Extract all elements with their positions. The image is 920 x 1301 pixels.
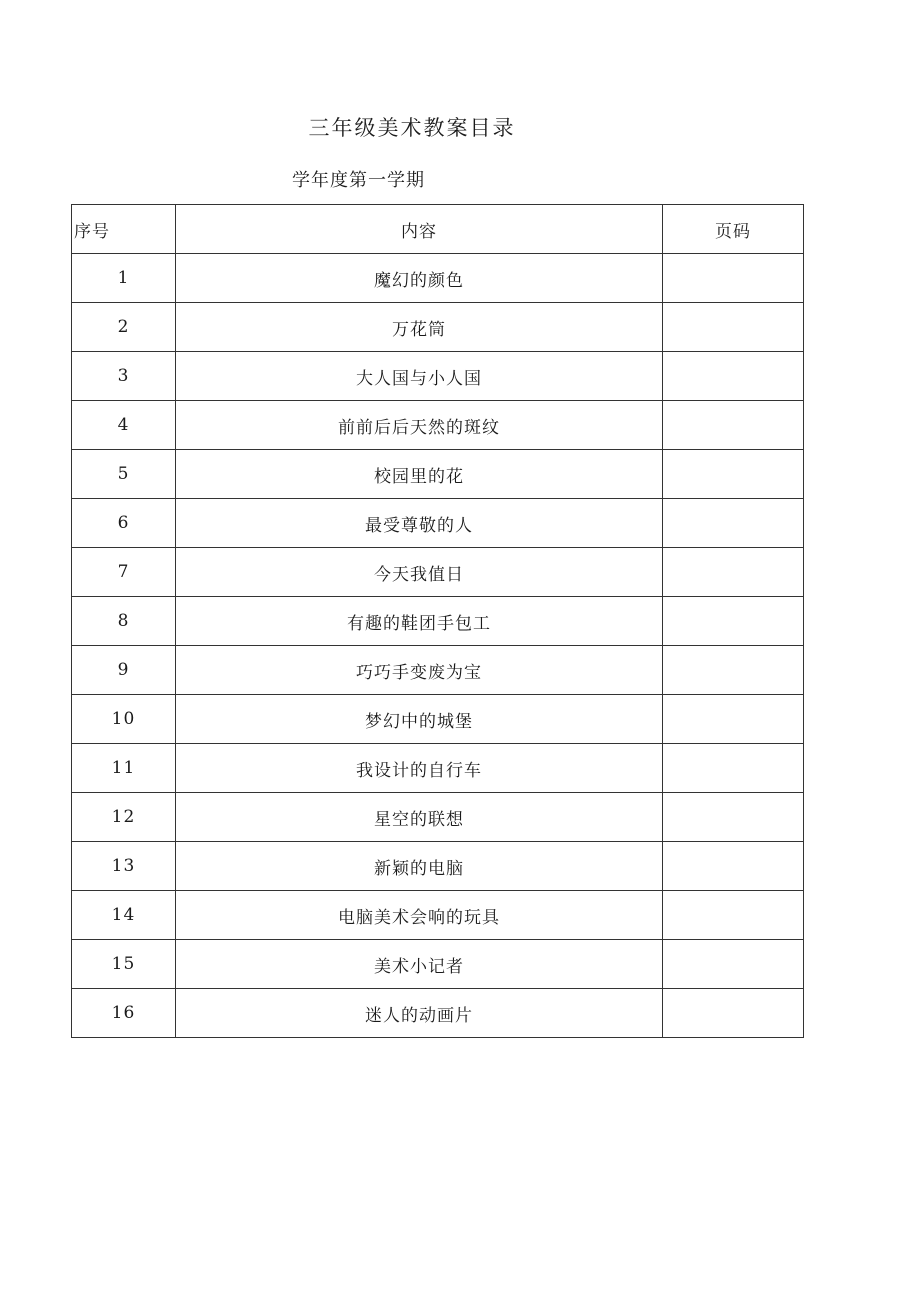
row-content-cell: 美术小记者 (176, 940, 663, 989)
row-content-cell: 魔幻的颜色 (176, 254, 663, 303)
table-row (72, 940, 804, 989)
row-page-cell (663, 254, 804, 303)
table-row (72, 989, 804, 1038)
row-seq-cell: 16 (72, 989, 176, 1038)
row-seq-cell: 12 (72, 793, 176, 842)
row-page-cell (663, 352, 804, 401)
header-seq: 序号 (72, 205, 176, 254)
row-seq-cell: 7 (72, 548, 176, 597)
row-seq-cell: 9 (72, 646, 176, 695)
row-page-cell (663, 695, 804, 744)
row-seq-cell: 6 (72, 499, 176, 548)
header-page: 页码 (663, 205, 804, 254)
row-seq-cell: 15 (72, 940, 176, 989)
row-content-cell: 星空的联想 (176, 793, 663, 842)
row-content-cell: 巧巧手变废为宝 (176, 646, 663, 695)
row-page-cell (663, 891, 804, 940)
table-row (72, 352, 804, 401)
row-page-cell (663, 646, 804, 695)
row-page-cell (663, 597, 804, 646)
row-page-cell (663, 401, 804, 450)
table-row (72, 646, 804, 695)
table-row (72, 499, 804, 548)
table-row (72, 254, 804, 303)
row-content-cell: 前前后后天然的斑纹 (176, 401, 663, 450)
table-row (72, 597, 804, 646)
row-seq-cell: 3 (72, 352, 176, 401)
row-page-cell (663, 499, 804, 548)
header-content: 内容 (176, 205, 663, 254)
table-row (72, 303, 804, 352)
row-content-cell: 今天我值日 (176, 548, 663, 597)
row-seq-cell: 5 (72, 450, 176, 499)
row-seq-cell: 1 (72, 254, 176, 303)
semester-subtitle: 学年度第一学期 (292, 170, 425, 191)
row-page-cell (663, 940, 804, 989)
row-content-cell: 最受尊敬的人 (176, 499, 663, 548)
row-page-cell (663, 450, 804, 499)
row-page-cell (663, 989, 804, 1038)
table-row (72, 842, 804, 891)
row-content-cell: 迷人的动画片 (176, 989, 663, 1038)
row-page-cell (663, 793, 804, 842)
table-header-row (72, 205, 804, 254)
row-seq-cell: 8 (72, 597, 176, 646)
table-row (72, 548, 804, 597)
row-content-cell: 有趣的鞋团手包工 (176, 597, 663, 646)
row-content-cell: 万花筒 (176, 303, 663, 352)
contents-table (71, 204, 804, 1038)
page-title: 三年级美术教案目录 (308, 116, 516, 140)
table-row (72, 744, 804, 793)
table-row (72, 695, 804, 744)
row-seq-cell: 13 (72, 842, 176, 891)
row-page-cell (663, 548, 804, 597)
table-row (72, 793, 804, 842)
row-content-cell: 我设计的自行车 (176, 744, 663, 793)
row-content-cell: 大人国与小人国 (176, 352, 663, 401)
row-seq-cell: 2 (72, 303, 176, 352)
row-content-cell: 校园里的花 (176, 450, 663, 499)
table-body (72, 254, 804, 1038)
row-seq-cell: 14 (72, 891, 176, 940)
table-row (72, 401, 804, 450)
table-row (72, 450, 804, 499)
row-content-cell: 梦幻中的城堡 (176, 695, 663, 744)
row-content-cell: 新颖的电脑 (176, 842, 663, 891)
table-row (72, 891, 804, 940)
row-seq-cell: 11 (72, 744, 176, 793)
row-content-cell: 电脑美术会响的玩具 (176, 891, 663, 940)
row-page-cell (663, 842, 804, 891)
row-seq-cell: 4 (72, 401, 176, 450)
row-page-cell (663, 303, 804, 352)
row-seq-cell: 10 (72, 695, 176, 744)
row-page-cell (663, 744, 804, 793)
